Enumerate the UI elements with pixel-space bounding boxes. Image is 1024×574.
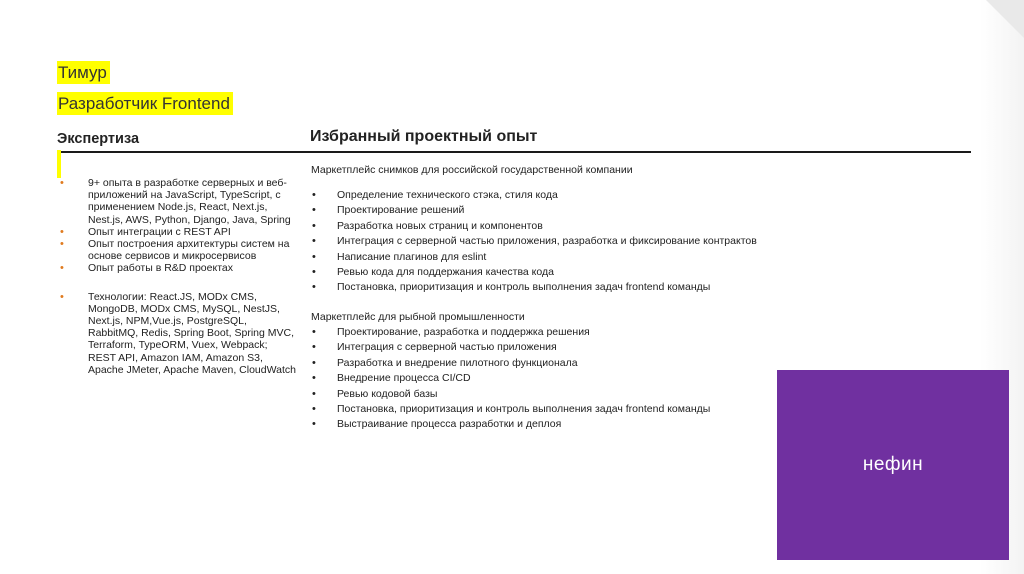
project-task: • Проектирование, разработка и поддержка решения	[311, 325, 781, 340]
section-divider	[57, 151, 971, 153]
company-logo-box	[777, 370, 1009, 560]
project-task: • Написание плагинов для eslint	[311, 250, 781, 265]
project-task: • Ревью кодовой базы	[311, 387, 781, 402]
project-block	[311, 164, 781, 296]
expertise-item: • Опыт интеграции с REST API	[57, 226, 297, 238]
expertise-item: • Опыт работы в R&D проектах	[57, 262, 297, 274]
project-task: • Выстраивание процесса разработки и деплоя	[311, 417, 781, 432]
page-corner-fold	[986, 0, 1024, 38]
project-task: • Постановка, приоритизация и контроль выполнения задач frontend команды	[311, 402, 781, 417]
expertise-accent-bar	[57, 150, 61, 178]
expertise-list	[57, 177, 297, 376]
project-task: • Разработка и внедрение пилотного функционала	[311, 356, 781, 371]
projects-heading: Избранный проектный опыт	[310, 128, 538, 145]
project-task: • Проектирование решений	[311, 203, 781, 218]
project-task-list	[311, 188, 781, 296]
person-role: Разработчик Frontend	[57, 92, 233, 115]
project-task: • Постановка, приоритизация и контроль выполнения задач frontend команды	[311, 280, 781, 295]
expertise-item: • Опыт построения архитектуры систем на основе сервисов и микросервисов	[57, 238, 297, 262]
project-title: Маркетплейс снимков для российской государственной компании	[311, 164, 633, 176]
expertise-item: • 9+ опыта в разработке серверных и веб-приложений на JavaScript, TypeScript, с применением Node.js, React, Next.js, Nest.js, AWS, Python, Django, Java, Spring	[57, 177, 297, 226]
project-task: • Определение технического стэка, стиля кода	[311, 188, 781, 203]
project-task-list	[311, 325, 781, 433]
project-task: • Интеграция с серверной частью приложения, разработка и фиксирование контрактов	[311, 234, 781, 249]
company-logo-text: нефин	[862, 454, 924, 475]
expertise-heading: Экспертиза	[57, 131, 140, 147]
project-task: • Внедрение процесса CI/CD	[311, 371, 781, 386]
person-name: Тимур	[57, 61, 110, 84]
project-block	[311, 311, 781, 433]
project-task: • Интеграция с серверной частью приложения	[311, 340, 781, 355]
project-title: Маркетплейс для рыбной промышленности	[311, 311, 525, 323]
expertise-item: • Технологии: React.JS, MODx CMS, MongoDB, MODx CMS, MySQL, NestJS, Next.js, NPM,Vue.js, PostgreSQL, RabbitMQ, Redis, Spring Boot, Spring MVC, Terraform, TypeORM, Vuex, Webpack; REST API, Amazon IAM, Amazon S3, Apache JMeter, Apache Maven, CloudWatch	[57, 291, 297, 376]
project-task: • Разработка новых страниц и компонентов	[311, 219, 781, 234]
project-task: • Ревью кода для поддержания качества кода	[311, 265, 781, 280]
